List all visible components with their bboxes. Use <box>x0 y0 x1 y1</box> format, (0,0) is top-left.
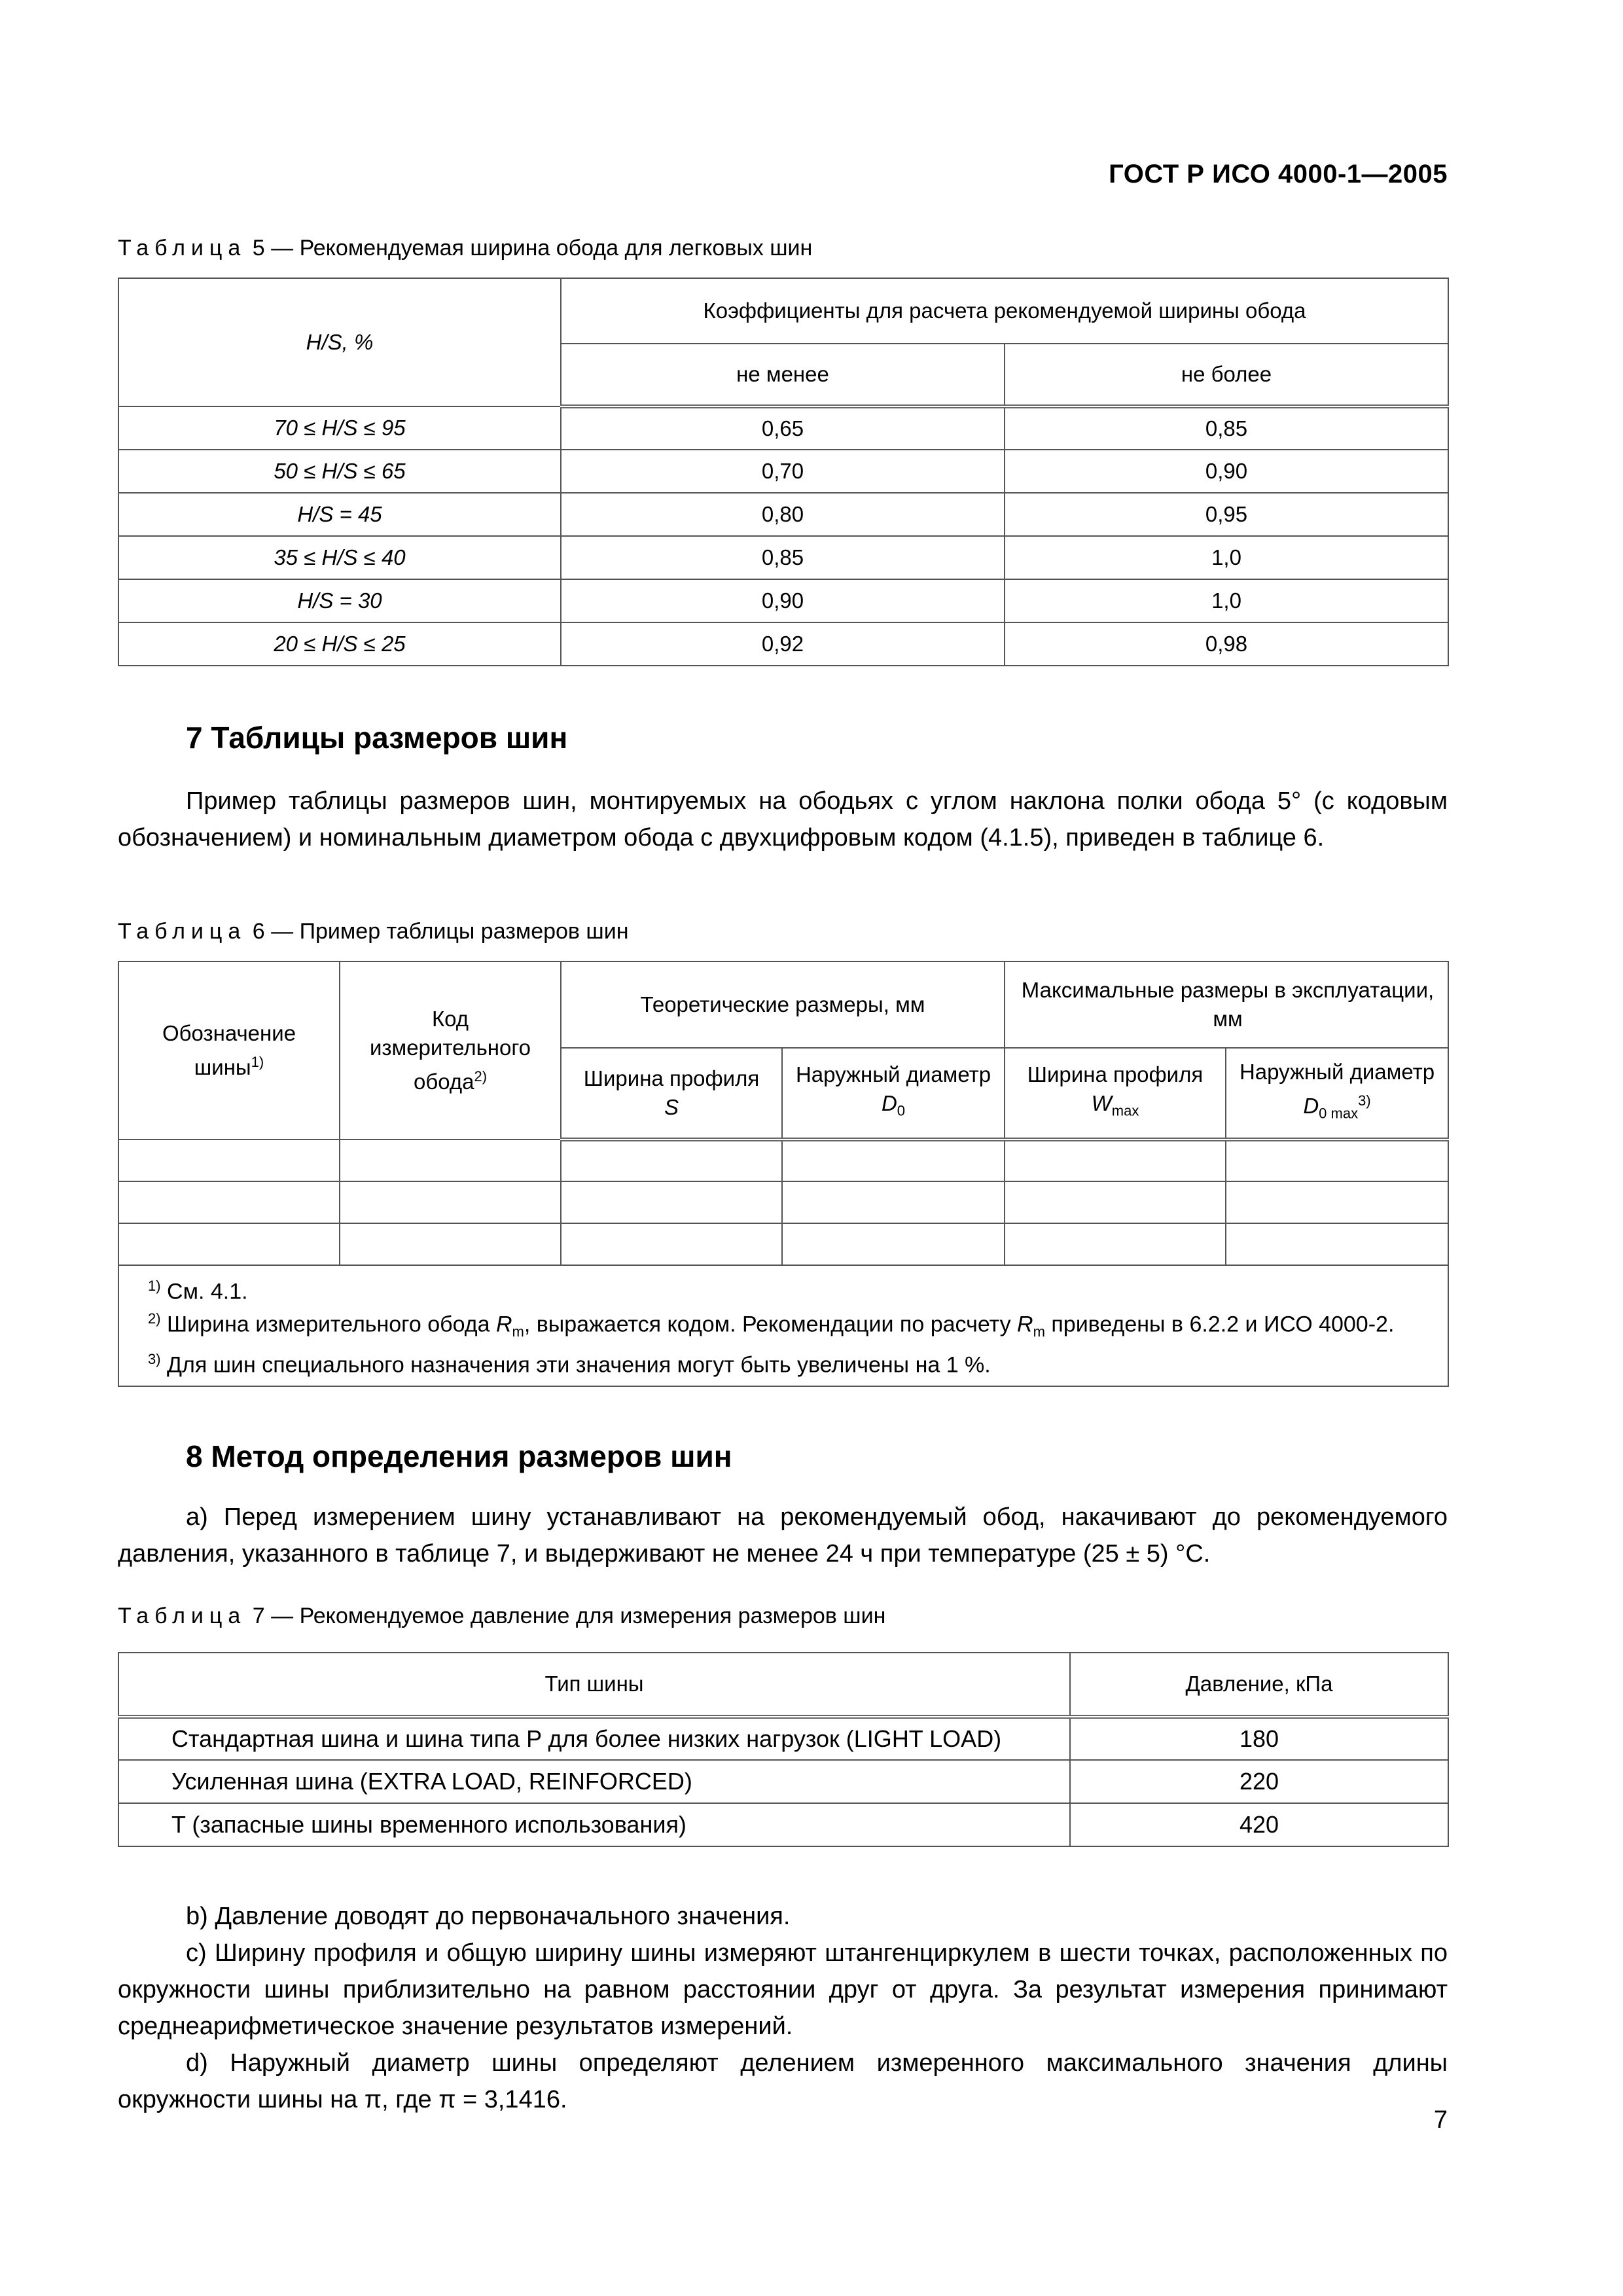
table6-empty-cell <box>1226 1181 1448 1223</box>
section7-heading: 7 Таблицы размеров шин <box>186 721 568 755</box>
table5-cell-range: H/S = 45 <box>118 493 561 536</box>
section7-paragraph <box>118 783 1448 856</box>
table-row <box>118 450 1448 493</box>
footnote-text: приведены в 6.2.2 и ИСО 4000-2. <box>1044 1312 1395 1337</box>
table5-cell-min: 0,92 <box>561 622 1005 666</box>
table6-header-max-service <box>1005 961 1448 1048</box>
table6-caption-prefix: Таблица <box>118 919 247 944</box>
table5-caption-prefix: Таблица <box>118 236 247 260</box>
table5-header-hs: H/S, % <box>118 278 561 406</box>
table6-diameter-sub: 0 <box>897 1102 906 1119</box>
table6-dmax-label: Наружный диаметр <box>1239 1060 1435 1085</box>
table-row <box>118 579 1448 622</box>
table5-caption-text: — Рекомендуемая ширина обода для легковых шин <box>271 236 813 260</box>
table7-caption-prefix: Таблица <box>118 1604 247 1628</box>
table-row <box>118 1181 1448 1223</box>
table6-header-designation <box>118 961 340 1139</box>
section8-paras-bcd <box>118 1898 1448 2118</box>
table7-cell-pressure: 180 <box>1070 1717 1448 1760</box>
table5-cell-range: 35 ≤ H/S ≤ 40 <box>118 536 561 579</box>
footnote-mark: 2) <box>148 1310 161 1327</box>
table5-caption-number: 5 <box>252 236 265 260</box>
document-code: ГОСТ Р ИСО 4000-1—2005 <box>1109 160 1448 188</box>
table6-rim-code-sup: 2) <box>474 1068 488 1085</box>
table6-header-dmax <box>1226 1048 1448 1139</box>
table6-header-diameter <box>782 1048 1005 1139</box>
table5-caption <box>118 236 812 261</box>
table5-cell-min: 0,85 <box>561 536 1005 579</box>
table5-header-max: не более <box>1005 344 1448 406</box>
table6-empty-cell <box>340 1223 561 1265</box>
table6-footnote-1 <box>134 1272 1433 1305</box>
footnote-mark: 1) <box>148 1278 161 1294</box>
table7-cell-type: Стандартная шина и шина типа P для более низких нагрузок (LIGHT LOAD) <box>118 1717 1070 1760</box>
table6-empty-cell <box>118 1181 340 1223</box>
section8-para-a-block <box>118 1499 1448 1572</box>
table5-header-min: не менее <box>561 344 1005 406</box>
table6-width-label: Ширина профиля <box>583 1066 760 1090</box>
table-row <box>118 1760 1448 1803</box>
table6-empty-cell <box>782 1223 1005 1265</box>
table7-cell-type: T (запасные шины временного использования) <box>118 1803 1070 1846</box>
table7-cell-pressure: 420 <box>1070 1803 1448 1846</box>
table5 <box>118 278 1449 666</box>
table6-caption-text: — Пример таблицы размеров шин <box>271 919 629 944</box>
table6-empty-cell <box>118 1223 340 1265</box>
table5-cell-range: H/S = 30 <box>118 579 561 622</box>
table6-header-theoretical <box>561 961 1005 1048</box>
table6-caption-number: 6 <box>252 919 265 944</box>
table5-cell-max: 0,85 <box>1005 406 1448 450</box>
table6-dmax-sub: 0 max <box>1319 1105 1359 1122</box>
section8-para-d: d) Наружный диаметр шины определяют делением измеренного максимального значения длины окружности шины на π, где π = 3,1416. <box>118 2049 1448 2113</box>
table-row <box>118 406 1448 450</box>
table6-empty-cell <box>782 1181 1005 1223</box>
rm-sub: m <box>1033 1323 1045 1340</box>
table6-empty-cell <box>782 1139 1005 1181</box>
table6-empty-cell <box>1226 1139 1448 1181</box>
table6-wmax-symbol: W <box>1091 1091 1112 1116</box>
table6-empty-cell <box>1005 1223 1226 1265</box>
table7-caption <box>118 1604 885 1629</box>
table7-caption-number: 7 <box>252 1604 265 1628</box>
table5-cell-max: 0,98 <box>1005 622 1448 666</box>
table6-empty-cell <box>1005 1181 1226 1223</box>
table-row <box>118 1717 1448 1760</box>
table5-cell-max: 0,90 <box>1005 450 1448 493</box>
table6-empty-cell <box>118 1139 340 1181</box>
page-number: 7 <box>1433 2106 1448 2134</box>
table-row <box>118 1139 1448 1181</box>
footnote-text: См. 4.1. <box>167 1279 248 1304</box>
table5-header-group: Коэффициенты для расчета рекомендуемой ширины обода <box>561 278 1448 344</box>
table7 <box>118 1652 1449 1847</box>
table5-cell-min: 0,80 <box>561 493 1005 536</box>
section8-para-b: b) Давление доводят до первоначального значения. <box>186 1903 791 1930</box>
table6-empty-cell <box>340 1139 561 1181</box>
table6-max-service-label: Максимальные размеры в эксплуатации, мм <box>1021 978 1435 1031</box>
table6-theoretical-label: Теоретические размеры, мм <box>640 992 925 1016</box>
table7-header-pressure: Давление, кПа <box>1070 1653 1448 1717</box>
table6-empty-cell <box>561 1181 782 1223</box>
table7-cell-pressure: 220 <box>1070 1760 1448 1803</box>
table-row <box>118 536 1448 579</box>
table6-footnote-2 <box>134 1305 1433 1346</box>
table6-empty-cell <box>340 1181 561 1223</box>
table5-cell-min: 0,90 <box>561 579 1005 622</box>
table5-cell-range: 50 ≤ H/S ≤ 65 <box>118 450 561 493</box>
table-row <box>118 622 1448 666</box>
table6-rim-code-label: Код измерительного обода <box>369 1007 531 1094</box>
table6-dmax-sup: 3) <box>1358 1092 1371 1109</box>
table5-cell-max: 1,0 <box>1005 536 1448 579</box>
table6-dmax-symbol: D <box>1303 1094 1319 1119</box>
table5-cell-min: 0,65 <box>561 406 1005 450</box>
footnote-text: Ширина измерительного обода <box>167 1312 496 1337</box>
table7-caption-text: — Рекомендуемое давление для измерения размеров шин <box>271 1604 886 1628</box>
table5-cell-max: 0,95 <box>1005 493 1448 536</box>
table6-caption <box>118 919 628 944</box>
footnote-text: Для шин специального назначения эти значения могут быть увеличены на 1 %. <box>167 1352 991 1378</box>
table6-diameter-label: Наружный диаметр <box>795 1062 991 1087</box>
table6-empty-cell <box>561 1223 782 1265</box>
table6-designation-label: Обозначение шины <box>162 1021 296 1079</box>
table5-cell-range: 70 ≤ H/S ≤ 95 <box>118 406 561 450</box>
table-row <box>118 493 1448 536</box>
footnote-mark: 3) <box>148 1351 161 1368</box>
table6-header-rim-code <box>340 961 561 1139</box>
section8-para-c: c) Ширину профиля и общую ширину шины измеряют штангенциркулем в шести точках, расположенных по окружности шины приблизительно на равном расстоянии друг от друга. За результат измерения принимают среднеарифметическое значение результатов измерений. <box>118 1939 1448 2040</box>
table6-empty-cell <box>1005 1139 1226 1181</box>
table5-cell-min: 0,70 <box>561 450 1005 493</box>
footnote-text: , выражается кодом. Рекомендации по расчету <box>524 1312 1018 1337</box>
section8-para-a: a) Перед измерением шину устанавливают на рекомендуемый обод, накачивают до рекомендуемого давления, указанного в таблице 7, и выдерживают не менее 24 ч при температуре (25 ± 5) °C. <box>118 1503 1448 1568</box>
table-row <box>118 1803 1448 1846</box>
table6-diameter-symbol: D <box>881 1091 897 1116</box>
table5-cell-max: 1,0 <box>1005 579 1448 622</box>
table6 <box>118 961 1449 1387</box>
section8-heading: 8 Метод определения размеров шин <box>186 1439 732 1473</box>
table6-empty-cell <box>561 1139 782 1181</box>
table6-wmax-sub: max <box>1111 1102 1139 1119</box>
table6-footnotes <box>118 1265 1448 1386</box>
table5-cell-range: 20 ≤ H/S ≤ 25 <box>118 622 561 666</box>
rm-symbol: R <box>1017 1312 1033 1337</box>
table7-cell-type: Усиленная шина (EXTRA LOAD, REINFORCED) <box>118 1760 1070 1803</box>
table6-footnote-3 <box>134 1346 1433 1378</box>
rm-sub: m <box>512 1323 524 1340</box>
table-row <box>118 1223 1448 1265</box>
table6-wmax-label: Ширина профиля <box>1027 1062 1204 1087</box>
table6-designation-sup: 1) <box>251 1054 264 1070</box>
table6-header-wmax <box>1005 1048 1226 1139</box>
rm-symbol: R <box>495 1312 512 1337</box>
table7-header-type: Тип шины <box>118 1653 1070 1717</box>
section7-text: Пример таблицы размеров шин, монтируемых на ободьях с углом наклона полки обода 5° (с кодовым обозначением) и номинальным диаметром обода с двухцифровым кодом (4.1.5), приведен в таблице 6. <box>118 787 1448 852</box>
table6-empty-cell <box>1226 1223 1448 1265</box>
table6-header-width <box>561 1048 782 1139</box>
table6-width-symbol: S <box>664 1095 679 1119</box>
